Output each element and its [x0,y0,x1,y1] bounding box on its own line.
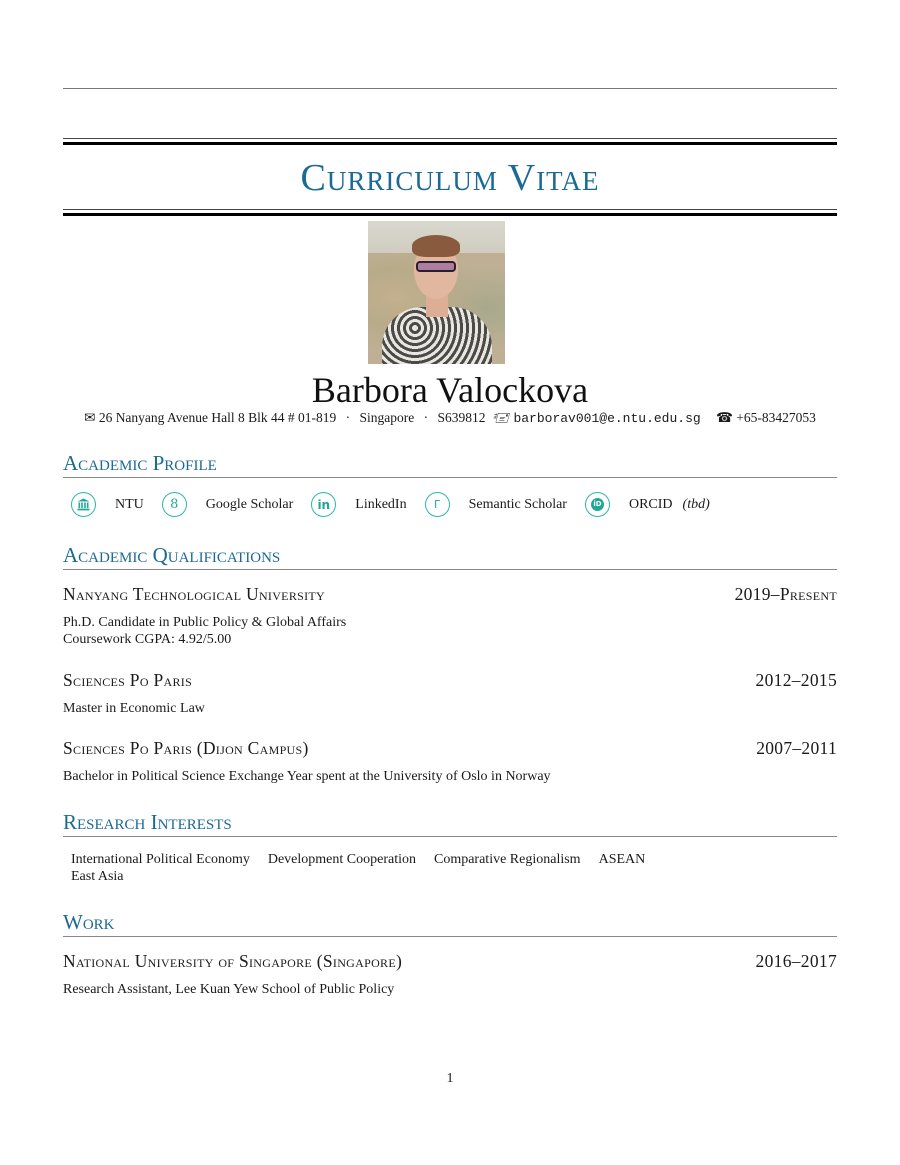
interest-item: ASEAN [598,852,646,867]
section-rule [63,569,837,570]
photo-figure-glasses [416,261,456,272]
date-range: 2016–2017 [755,951,837,971]
person-name: Barbora Valockova [311,370,589,410]
interest-item: International Political Economy [71,852,250,867]
profile-links [71,492,728,517]
work-entry [63,953,837,998]
profile-link-label: LinkedIn [355,496,407,512]
profile-link-note: (tbd) [682,496,710,512]
profile-link-label: ORCID [628,496,673,512]
city: Singapore [359,410,415,425]
google-scholar-icon: 8 [162,492,187,517]
interest-item: Development Cooperation [267,852,416,867]
phone-number[interactable]: +65-83427053 [736,410,816,425]
education-entry [63,672,837,717]
profile-photo [368,221,505,364]
linkedin-icon: in [311,492,336,517]
institution-name: Sciences Po Paris (Dijon Campus) [63,738,309,758]
research-interests-list [71,851,771,885]
section-rule [63,836,837,837]
section-title: Research Interests [63,810,232,834]
postal-code: S639812 [437,410,486,425]
email-link[interactable]: barborav001@e.ntu.edu.sg [513,411,701,426]
title-block [63,138,837,216]
section-academic-qualifications [63,545,837,570]
section-rule [63,477,837,478]
envelope-icon: ✉ [84,410,96,425]
photo-figure-hair [412,235,460,257]
separator: · [345,410,351,425]
institution-icon [71,492,96,517]
entry-detail: Research Assistant, Lee Kuan Yew School of Public Policy [63,981,395,997]
section-title: Academic Qualifications [63,543,281,567]
interest-item: Comparative Regionalism [433,852,581,867]
section-academic-profile [63,453,837,478]
profile-link-google-scholar[interactable] [162,492,293,517]
phone-icon: ☎ [716,410,733,425]
section-research-interests [63,812,837,837]
date-range: 2012–2015 [755,670,837,690]
separator: · [423,410,429,425]
entry-detail: Bachelor in Political Science Exchange Year spent at the University of Oslo in Norway [63,768,551,784]
section-rule [63,936,837,937]
entry-detail: Master in Economic Law [63,700,205,716]
header-rule [63,88,837,89]
entry-detail: Coursework CGPA: 4.92/5.00 [63,631,232,647]
orcid-icon [585,492,610,517]
profile-link-label: Google Scholar [205,496,294,512]
section-title: Work [63,910,115,934]
semantic-scholar-icon: Γ [425,492,450,517]
entry-detail: Ph.D. Candidate in Public Policy & Global Affairs [63,614,347,630]
page-title: Curriculum Vitae [300,157,600,199]
page-number: 1 [446,1071,454,1086]
profile-link-label: NTU [115,496,144,512]
section-work [63,912,837,937]
date-range: 2019–Present [734,584,837,604]
at-sign-icon: 🖅 [492,410,511,425]
education-entry [63,740,837,785]
interest-item: East Asia [71,869,124,884]
profile-link-label: Semantic Scholar [468,496,567,512]
institution-name: Sciences Po Paris [63,670,193,690]
institution-name: Nanyang Technological University [63,584,325,604]
profile-link-orcid[interactable] [585,492,710,517]
contact-line [43,408,857,431]
profile-link-semantic-scholar[interactable] [425,492,567,517]
education-entry [63,586,837,648]
profile-link-linkedin[interactable] [311,492,406,517]
date-range: 2007–2011 [756,738,837,758]
address: 26 Nanyang Avenue Hall 8 Blk 44 # 01-819 [98,410,337,425]
profile-link-ntu[interactable] [71,492,144,517]
title-rule-bottom-thick [63,213,837,216]
organization-name: National University of Singapore (Singapore) [63,951,403,971]
orcid-icon-glyph: iD [591,498,604,511]
section-title: Academic Profile [63,451,217,475]
